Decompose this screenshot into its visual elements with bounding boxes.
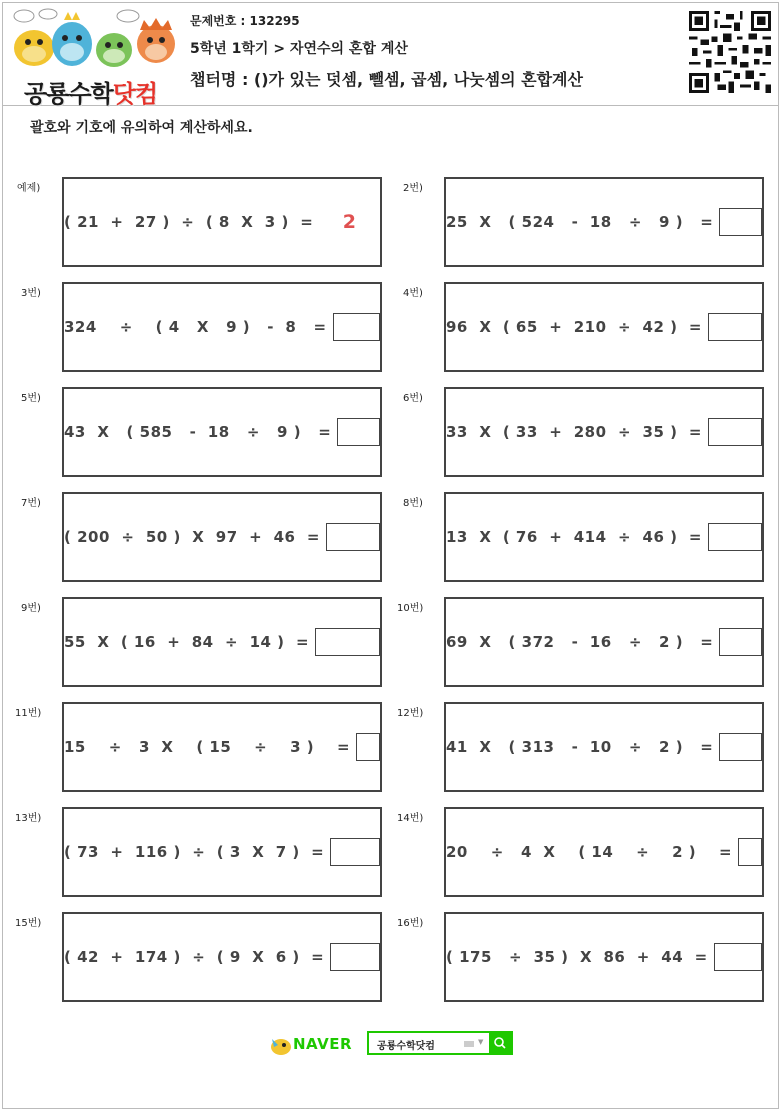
problem-box: [444, 807, 764, 897]
naver-mascot-icon: [268, 1031, 294, 1057]
answer-field[interactable]: [356, 733, 380, 761]
problem-expression: 33 X ( 33 + 280 ÷ 35 ) =: [446, 423, 702, 441]
problem-box: [444, 177, 764, 267]
answer-field[interactable]: [330, 943, 380, 971]
problem-label: 12번): [397, 708, 424, 719]
answer-field[interactable]: [337, 418, 380, 446]
keyboard-icon[interactable]: [464, 1041, 474, 1047]
answer-field[interactable]: [708, 313, 762, 341]
problem-box: [444, 387, 764, 477]
problem-box: [62, 597, 382, 687]
problem-box: [444, 492, 764, 582]
dinosaur-mascots-icon: [10, 8, 178, 74]
problem-label: 9번): [21, 603, 41, 614]
logo-wordmark: [24, 74, 157, 109]
problem-box: [62, 702, 382, 792]
search-icon: [489, 1033, 511, 1053]
answer-field[interactable]: [333, 313, 380, 341]
problem-box: [62, 387, 382, 477]
problem-label: 2번): [403, 183, 423, 194]
problem-expression: 43 X ( 585 - 18 ÷ 9 ) =: [64, 423, 332, 441]
answer-field[interactable]: [714, 943, 762, 971]
problem-box: [62, 912, 382, 1002]
problem-label: 7번): [21, 498, 41, 509]
problem-expression: ( 200 ÷ 50 ) X 97 + 46 =: [64, 528, 320, 546]
problem-expression: ( 73 + 116 ) ÷ ( 3 X 7 ) =: [64, 843, 325, 861]
problem-label: 15번): [15, 918, 42, 929]
problem-box: [444, 702, 764, 792]
answer-field[interactable]: [315, 628, 380, 656]
answer-field[interactable]: [708, 418, 762, 446]
problem-label: 4번): [403, 288, 423, 299]
problem-label: 5번): [21, 393, 41, 404]
problem-expression: 15 ÷ 3 X ( 15 ÷ 3 ) =: [64, 738, 351, 756]
answer-field[interactable]: [708, 523, 762, 551]
problem-expression: ( 42 + 174 ) ÷ ( 9 X 6 ) =: [64, 948, 325, 966]
answer-field[interactable]: [738, 838, 762, 866]
problem-expression: 20 ÷ 4 X ( 14 ÷ 2 ) =: [446, 843, 733, 861]
problem-label: 10번): [397, 603, 424, 614]
problem-label: 3번): [21, 288, 41, 299]
qr-code-icon[interactable]: [689, 11, 771, 93]
problem-number: 문제번호 : 132295: [190, 14, 300, 28]
chapter-title: 챕터명 : ()가 있는 덧셈, 뺄셈, 곱셈, 나눗셈의 혼합계산: [190, 70, 583, 89]
unit-title: 5학년 1학기 > 자연수의 혼합 계산: [190, 41, 408, 57]
logo-wordmark-a: 공룡수학: [24, 80, 113, 108]
problem-expression: ( 21 + 27 ) ÷ ( 8 X 3 ) =: [64, 213, 314, 231]
search-button[interactable]: [489, 1033, 511, 1053]
naver-label: NAVER: [293, 1035, 353, 1053]
problem-box: [62, 282, 382, 372]
naver-search-box[interactable]: [367, 1031, 513, 1055]
logo-wordmark-b: 닷컴: [112, 80, 158, 108]
problem-expression: ( 175 ÷ 35 ) X 86 + 44 =: [446, 948, 708, 966]
problem-label: 11번): [15, 708, 42, 719]
search-input[interactable]: 공룡수학닷컴: [377, 1041, 435, 1052]
dropdown-caret-icon[interactable]: ▼: [478, 1038, 484, 1046]
problem-expression: 69 X ( 372 - 16 ÷ 2 ) =: [446, 633, 714, 651]
problem-label: 8번): [403, 498, 423, 509]
example-answer: 2: [342, 211, 357, 233]
problem-label: 6번): [403, 393, 423, 404]
problem-expression: 96 X ( 65 + 210 ÷ 42 ) =: [446, 318, 702, 336]
problem-expression: 324 ÷ ( 4 X 9 ) - 8 =: [64, 318, 327, 336]
problem-box: [444, 912, 764, 1002]
problem-expression: 55 X ( 16 + 84 ÷ 14 ) =: [64, 633, 310, 651]
answer-field[interactable]: [326, 523, 380, 551]
problem-box: [444, 282, 764, 372]
problem-expression: 13 X ( 76 + 414 ÷ 46 ) =: [446, 528, 702, 546]
problem-box: [62, 177, 382, 267]
problem-box: [62, 807, 382, 897]
answer-field[interactable]: [719, 208, 762, 236]
problem-box: [444, 597, 764, 687]
instruction-text: 괄호와 기호에 유의하여 계산하세요.: [30, 120, 253, 136]
answer-field[interactable]: [719, 733, 762, 761]
problem-label: 예제): [17, 183, 41, 194]
problem-label: 16번): [397, 918, 424, 929]
problem-label: 13번): [15, 813, 42, 824]
problem-label: 14번): [397, 813, 424, 824]
problem-expression: 41 X ( 313 - 10 ÷ 2 ) =: [446, 738, 714, 756]
answer-field[interactable]: [330, 838, 380, 866]
problem-box: [62, 492, 382, 582]
problem-expression: 25 X ( 524 - 18 ÷ 9 ) =: [446, 213, 714, 231]
answer-field[interactable]: [719, 628, 762, 656]
site-logo: [10, 8, 178, 108]
